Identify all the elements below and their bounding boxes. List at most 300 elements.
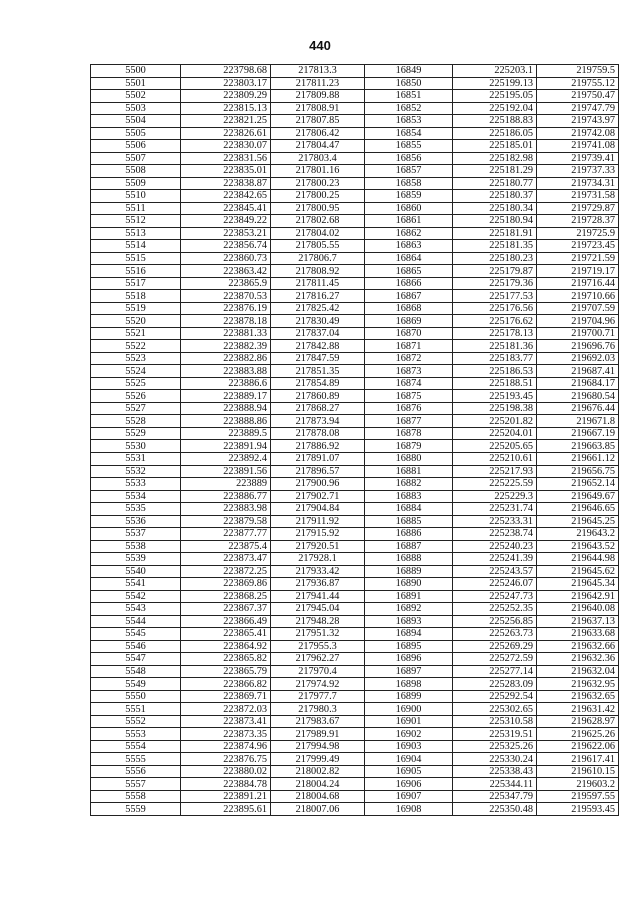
point-id-right-cell: 16862 xyxy=(365,227,453,240)
table-row xyxy=(91,515,619,528)
x-left-cell: 223866.49 xyxy=(181,615,271,628)
y-left-cell: 217806.42 xyxy=(271,127,365,140)
x-left-cell: 223849.22 xyxy=(181,215,271,228)
x-right-cell: 225347.79 xyxy=(453,790,537,803)
coordinates-table-body xyxy=(91,65,619,816)
x-left-cell: 223870.53 xyxy=(181,290,271,303)
x-left-cell: 223873.41 xyxy=(181,715,271,728)
y-right-cell: 219645.62 xyxy=(537,565,619,578)
y-right-cell: 219656.75 xyxy=(537,465,619,478)
x-left-cell: 223881.33 xyxy=(181,327,271,340)
point-id-left-cell: 5534 xyxy=(91,490,181,503)
x-right-cell: 225180.77 xyxy=(453,177,537,190)
point-id-left-cell: 5502 xyxy=(91,90,181,103)
x-left-cell: 223803.17 xyxy=(181,77,271,90)
y-left-cell: 217805.55 xyxy=(271,240,365,253)
y-left-cell: 217974.92 xyxy=(271,678,365,691)
x-right-cell: 225277.14 xyxy=(453,665,537,678)
y-right-cell: 219645.34 xyxy=(537,578,619,591)
point-id-right-cell: 16861 xyxy=(365,215,453,228)
y-right-cell: 219739.41 xyxy=(537,152,619,165)
table-row xyxy=(91,665,619,678)
table-row xyxy=(91,465,619,478)
y-right-cell: 219625.26 xyxy=(537,728,619,741)
x-right-cell: 225233.31 xyxy=(453,515,537,528)
y-left-cell: 217955.3 xyxy=(271,640,365,653)
point-id-right-cell: 16900 xyxy=(365,703,453,716)
y-left-cell: 217941.44 xyxy=(271,590,365,603)
x-right-cell: 225344.11 xyxy=(453,778,537,791)
point-id-left-cell: 5537 xyxy=(91,528,181,541)
point-id-left-cell: 5506 xyxy=(91,140,181,153)
x-left-cell: 223798.68 xyxy=(181,65,271,78)
x-right-cell: 225240.23 xyxy=(453,540,537,553)
y-right-cell: 219680.54 xyxy=(537,390,619,403)
x-right-cell: 225283.09 xyxy=(453,678,537,691)
y-right-cell: 219731.58 xyxy=(537,190,619,203)
x-left-cell: 223830.07 xyxy=(181,140,271,153)
table-row xyxy=(91,140,619,153)
point-id-right-cell: 16869 xyxy=(365,315,453,328)
y-left-cell: 217801.16 xyxy=(271,165,365,178)
point-id-right-cell: 16889 xyxy=(365,565,453,578)
x-right-cell: 225177.53 xyxy=(453,290,537,303)
x-right-cell: 225210.61 xyxy=(453,452,537,465)
table-row xyxy=(91,528,619,541)
point-id-left-cell: 5559 xyxy=(91,803,181,816)
table-row xyxy=(91,740,619,753)
y-right-cell: 219747.79 xyxy=(537,102,619,115)
y-right-cell: 219631.42 xyxy=(537,703,619,716)
y-left-cell: 217951.32 xyxy=(271,628,365,641)
x-right-cell: 225180.94 xyxy=(453,215,537,228)
x-right-cell: 225180.23 xyxy=(453,252,537,265)
table-row xyxy=(91,715,619,728)
point-id-right-cell: 16902 xyxy=(365,728,453,741)
point-id-left-cell: 5505 xyxy=(91,127,181,140)
point-id-right-cell: 16873 xyxy=(365,365,453,378)
x-right-cell: 225176.56 xyxy=(453,302,537,315)
y-left-cell: 217811.23 xyxy=(271,77,365,90)
point-id-right-cell: 16904 xyxy=(365,753,453,766)
x-left-cell: 223876.75 xyxy=(181,753,271,766)
point-id-left-cell: 5558 xyxy=(91,790,181,803)
y-left-cell: 217811.45 xyxy=(271,277,365,290)
x-right-cell: 225310.58 xyxy=(453,715,537,728)
table-row xyxy=(91,277,619,290)
x-left-cell: 223868.25 xyxy=(181,590,271,603)
y-right-cell: 219687.41 xyxy=(537,365,619,378)
y-right-cell: 219737.33 xyxy=(537,165,619,178)
x-left-cell: 223821.25 xyxy=(181,115,271,128)
y-left-cell: 217804.47 xyxy=(271,140,365,153)
point-id-left-cell: 5521 xyxy=(91,327,181,340)
y-left-cell: 217813.3 xyxy=(271,65,365,78)
table-row xyxy=(91,503,619,516)
x-left-cell: 223883.88 xyxy=(181,365,271,378)
point-id-left-cell: 5512 xyxy=(91,215,181,228)
y-left-cell: 217804.02 xyxy=(271,227,365,240)
point-id-right-cell: 16864 xyxy=(365,252,453,265)
y-right-cell: 219700.71 xyxy=(537,327,619,340)
y-right-cell: 219632.04 xyxy=(537,665,619,678)
y-left-cell: 217809.88 xyxy=(271,90,365,103)
table-row xyxy=(91,127,619,140)
x-right-cell: 225188.51 xyxy=(453,377,537,390)
point-id-left-cell: 5542 xyxy=(91,590,181,603)
y-left-cell: 217962.27 xyxy=(271,653,365,666)
y-left-cell: 217920.51 xyxy=(271,540,365,553)
x-left-cell: 223889 xyxy=(181,478,271,491)
point-id-right-cell: 16852 xyxy=(365,102,453,115)
point-id-left-cell: 5540 xyxy=(91,565,181,578)
x-left-cell: 223835.01 xyxy=(181,165,271,178)
y-left-cell: 217837.04 xyxy=(271,327,365,340)
y-left-cell: 217800.95 xyxy=(271,202,365,215)
point-id-right-cell: 16863 xyxy=(365,240,453,253)
point-id-right-cell: 16880 xyxy=(365,452,453,465)
table-row xyxy=(91,440,619,453)
x-left-cell: 223877.77 xyxy=(181,528,271,541)
y-left-cell: 217851.35 xyxy=(271,365,365,378)
table-row xyxy=(91,365,619,378)
x-left-cell: 223879.58 xyxy=(181,515,271,528)
point-id-left-cell: 5536 xyxy=(91,515,181,528)
point-id-right-cell: 16892 xyxy=(365,603,453,616)
x-left-cell: 223886.77 xyxy=(181,490,271,503)
point-id-right-cell: 16858 xyxy=(365,177,453,190)
table-row xyxy=(91,590,619,603)
table-row xyxy=(91,377,619,390)
y-right-cell: 219644.98 xyxy=(537,553,619,566)
x-right-cell: 225330.24 xyxy=(453,753,537,766)
point-id-right-cell: 16871 xyxy=(365,340,453,353)
x-left-cell: 223853.21 xyxy=(181,227,271,240)
point-id-left-cell: 5554 xyxy=(91,740,181,753)
x-right-cell: 225246.07 xyxy=(453,578,537,591)
x-left-cell: 223875.4 xyxy=(181,540,271,553)
x-right-cell: 225241.39 xyxy=(453,553,537,566)
point-id-left-cell: 5519 xyxy=(91,302,181,315)
point-id-right-cell: 16897 xyxy=(365,665,453,678)
y-right-cell: 219633.68 xyxy=(537,628,619,641)
x-left-cell: 223869.71 xyxy=(181,690,271,703)
y-right-cell: 219610.15 xyxy=(537,765,619,778)
table-row xyxy=(91,703,619,716)
point-id-left-cell: 5538 xyxy=(91,540,181,553)
y-left-cell: 217825.42 xyxy=(271,302,365,315)
table-row xyxy=(91,540,619,553)
point-id-left-cell: 5513 xyxy=(91,227,181,240)
point-id-left-cell: 5523 xyxy=(91,352,181,365)
x-left-cell: 223884.78 xyxy=(181,778,271,791)
point-id-left-cell: 5551 xyxy=(91,703,181,716)
y-left-cell: 217860.89 xyxy=(271,390,365,403)
page-number: 440 xyxy=(309,38,331,53)
x-right-cell: 225205.65 xyxy=(453,440,537,453)
point-id-left-cell: 5510 xyxy=(91,190,181,203)
point-id-left-cell: 5526 xyxy=(91,390,181,403)
point-id-right-cell: 16881 xyxy=(365,465,453,478)
table-row xyxy=(91,790,619,803)
y-right-cell: 219661.12 xyxy=(537,452,619,465)
x-right-cell: 225229.3 xyxy=(453,490,537,503)
x-right-cell: 225319.51 xyxy=(453,728,537,741)
point-id-right-cell: 16868 xyxy=(365,302,453,315)
table-row xyxy=(91,728,619,741)
y-left-cell: 217948.28 xyxy=(271,615,365,628)
point-id-right-cell: 16891 xyxy=(365,590,453,603)
y-right-cell: 219707.59 xyxy=(537,302,619,315)
x-left-cell: 223865.79 xyxy=(181,665,271,678)
table-row xyxy=(91,765,619,778)
x-left-cell: 223888.86 xyxy=(181,415,271,428)
table-row xyxy=(91,315,619,328)
y-right-cell: 219649.67 xyxy=(537,490,619,503)
x-right-cell: 225193.45 xyxy=(453,390,537,403)
x-left-cell: 223869.86 xyxy=(181,578,271,591)
x-right-cell: 225247.73 xyxy=(453,590,537,603)
table-row xyxy=(91,478,619,491)
y-left-cell: 217807.85 xyxy=(271,115,365,128)
x-right-cell: 225350.48 xyxy=(453,803,537,816)
x-right-cell: 225183.77 xyxy=(453,352,537,365)
table-row xyxy=(91,202,619,215)
point-id-right-cell: 16894 xyxy=(365,628,453,641)
x-left-cell: 223882.86 xyxy=(181,352,271,365)
y-left-cell: 217994.98 xyxy=(271,740,365,753)
x-left-cell: 223865.41 xyxy=(181,628,271,641)
y-left-cell: 217989.91 xyxy=(271,728,365,741)
x-right-cell: 225201.82 xyxy=(453,415,537,428)
table-row xyxy=(91,678,619,691)
x-left-cell: 223863.42 xyxy=(181,265,271,278)
x-right-cell: 225204.01 xyxy=(453,427,537,440)
y-right-cell: 219750.47 xyxy=(537,90,619,103)
y-right-cell: 219755.12 xyxy=(537,77,619,90)
point-id-left-cell: 5524 xyxy=(91,365,181,378)
y-left-cell: 217878.08 xyxy=(271,427,365,440)
point-id-left-cell: 5555 xyxy=(91,753,181,766)
y-left-cell: 218004.24 xyxy=(271,778,365,791)
y-left-cell: 217886.92 xyxy=(271,440,365,453)
table-row xyxy=(91,452,619,465)
x-left-cell: 223845.41 xyxy=(181,202,271,215)
point-id-left-cell: 5532 xyxy=(91,465,181,478)
point-id-left-cell: 5556 xyxy=(91,765,181,778)
x-right-cell: 225231.74 xyxy=(453,503,537,516)
table-row xyxy=(91,327,619,340)
point-id-left-cell: 5500 xyxy=(91,65,181,78)
table-row xyxy=(91,65,619,78)
y-right-cell: 219696.76 xyxy=(537,340,619,353)
y-right-cell: 219723.45 xyxy=(537,240,619,253)
point-id-right-cell: 16867 xyxy=(365,290,453,303)
point-id-right-cell: 16870 xyxy=(365,327,453,340)
y-right-cell: 219642.91 xyxy=(537,590,619,603)
y-right-cell: 219643.2 xyxy=(537,528,619,541)
x-left-cell: 223891.94 xyxy=(181,440,271,453)
y-left-cell: 217936.87 xyxy=(271,578,365,591)
y-right-cell: 219676.44 xyxy=(537,402,619,415)
y-left-cell: 217928.1 xyxy=(271,553,365,566)
x-right-cell: 225269.29 xyxy=(453,640,537,653)
y-right-cell: 219632.36 xyxy=(537,653,619,666)
x-right-cell: 225263.73 xyxy=(453,628,537,641)
table-row xyxy=(91,102,619,115)
point-id-right-cell: 16855 xyxy=(365,140,453,153)
y-right-cell: 219719.17 xyxy=(537,265,619,278)
x-left-cell: 223891.21 xyxy=(181,790,271,803)
y-right-cell: 219742.08 xyxy=(537,127,619,140)
x-left-cell: 223880.02 xyxy=(181,765,271,778)
y-right-cell: 219632.95 xyxy=(537,678,619,691)
table-row xyxy=(91,77,619,90)
point-id-right-cell: 16888 xyxy=(365,553,453,566)
x-right-cell: 225302.65 xyxy=(453,703,537,716)
y-right-cell: 219645.25 xyxy=(537,515,619,528)
y-right-cell: 219725.9 xyxy=(537,227,619,240)
y-left-cell: 217980.3 xyxy=(271,703,365,716)
table-row xyxy=(91,290,619,303)
y-right-cell: 219628.97 xyxy=(537,715,619,728)
x-right-cell: 225181.29 xyxy=(453,165,537,178)
y-right-cell: 219637.13 xyxy=(537,615,619,628)
x-left-cell: 223872.25 xyxy=(181,565,271,578)
y-right-cell: 219741.08 xyxy=(537,140,619,153)
point-id-right-cell: 16850 xyxy=(365,77,453,90)
point-id-right-cell: 16893 xyxy=(365,615,453,628)
y-left-cell: 218004.68 xyxy=(271,790,365,803)
table-row xyxy=(91,778,619,791)
table-row xyxy=(91,402,619,415)
y-left-cell: 217999.49 xyxy=(271,753,365,766)
x-left-cell: 223876.19 xyxy=(181,302,271,315)
point-id-left-cell: 5525 xyxy=(91,377,181,390)
x-left-cell: 223886.6 xyxy=(181,377,271,390)
y-right-cell: 219692.03 xyxy=(537,352,619,365)
point-id-left-cell: 5516 xyxy=(91,265,181,278)
point-id-left-cell: 5528 xyxy=(91,415,181,428)
point-id-left-cell: 5529 xyxy=(91,427,181,440)
point-id-right-cell: 16865 xyxy=(365,265,453,278)
y-right-cell: 219640.08 xyxy=(537,603,619,616)
table-row xyxy=(91,340,619,353)
x-right-cell: 225292.54 xyxy=(453,690,537,703)
point-id-right-cell: 16901 xyxy=(365,715,453,728)
x-left-cell: 223883.98 xyxy=(181,503,271,516)
point-id-right-cell: 16854 xyxy=(365,127,453,140)
y-right-cell: 219729.87 xyxy=(537,202,619,215)
x-left-cell: 223865.82 xyxy=(181,653,271,666)
x-left-cell: 223873.35 xyxy=(181,728,271,741)
y-left-cell: 217970.4 xyxy=(271,665,365,678)
point-id-right-cell: 16885 xyxy=(365,515,453,528)
point-id-right-cell: 16879 xyxy=(365,440,453,453)
y-left-cell: 218007.06 xyxy=(271,803,365,816)
point-id-left-cell: 5517 xyxy=(91,277,181,290)
table-row xyxy=(91,352,619,365)
x-left-cell: 223892.4 xyxy=(181,452,271,465)
y-left-cell: 217915.92 xyxy=(271,528,365,541)
point-id-left-cell: 5545 xyxy=(91,628,181,641)
x-right-cell: 225178.13 xyxy=(453,327,537,340)
y-left-cell: 217803.4 xyxy=(271,152,365,165)
y-left-cell: 218002.82 xyxy=(271,765,365,778)
point-id-right-cell: 16895 xyxy=(365,640,453,653)
x-left-cell: 223866.82 xyxy=(181,678,271,691)
y-left-cell: 217902.71 xyxy=(271,490,365,503)
x-right-cell: 225186.05 xyxy=(453,127,537,140)
table-row xyxy=(91,415,619,428)
table-row xyxy=(91,690,619,703)
table-row xyxy=(91,152,619,165)
point-id-left-cell: 5547 xyxy=(91,653,181,666)
point-id-right-cell: 16876 xyxy=(365,402,453,415)
point-id-right-cell: 16872 xyxy=(365,352,453,365)
point-id-right-cell: 16905 xyxy=(365,765,453,778)
table-row xyxy=(91,427,619,440)
point-id-right-cell: 16899 xyxy=(365,690,453,703)
point-id-left-cell: 5530 xyxy=(91,440,181,453)
x-right-cell: 225217.93 xyxy=(453,465,537,478)
x-left-cell: 223873.47 xyxy=(181,553,271,566)
table-row xyxy=(91,90,619,103)
x-left-cell: 223809.29 xyxy=(181,90,271,103)
y-left-cell: 217806.7 xyxy=(271,252,365,265)
x-right-cell: 225256.85 xyxy=(453,615,537,628)
y-right-cell: 219632.65 xyxy=(537,690,619,703)
y-left-cell: 217854.89 xyxy=(271,377,365,390)
x-right-cell: 225181.36 xyxy=(453,340,537,353)
x-left-cell: 223856.74 xyxy=(181,240,271,253)
x-right-cell: 225325.26 xyxy=(453,740,537,753)
table-row xyxy=(91,177,619,190)
y-left-cell: 217800.23 xyxy=(271,177,365,190)
point-id-right-cell: 16849 xyxy=(365,65,453,78)
x-right-cell: 225181.35 xyxy=(453,240,537,253)
x-left-cell: 223874.96 xyxy=(181,740,271,753)
y-right-cell: 219710.66 xyxy=(537,290,619,303)
x-right-cell: 225203.1 xyxy=(453,65,537,78)
y-left-cell: 217808.92 xyxy=(271,265,365,278)
x-right-cell: 225176.62 xyxy=(453,315,537,328)
y-left-cell: 217847.59 xyxy=(271,352,365,365)
point-id-left-cell: 5508 xyxy=(91,165,181,178)
point-id-right-cell: 16857 xyxy=(365,165,453,178)
y-left-cell: 217983.67 xyxy=(271,715,365,728)
x-right-cell: 225195.05 xyxy=(453,90,537,103)
point-id-right-cell: 16886 xyxy=(365,528,453,541)
point-id-left-cell: 5548 xyxy=(91,665,181,678)
table-row xyxy=(91,302,619,315)
y-left-cell: 217800.25 xyxy=(271,190,365,203)
x-left-cell: 223860.73 xyxy=(181,252,271,265)
x-right-cell: 225192.04 xyxy=(453,102,537,115)
table-row xyxy=(91,252,619,265)
x-left-cell: 223889.17 xyxy=(181,390,271,403)
point-id-right-cell: 16859 xyxy=(365,190,453,203)
y-right-cell: 219671.8 xyxy=(537,415,619,428)
table-row xyxy=(91,265,619,278)
x-left-cell: 223889.5 xyxy=(181,427,271,440)
x-right-cell: 225243.57 xyxy=(453,565,537,578)
point-id-left-cell: 5553 xyxy=(91,728,181,741)
y-right-cell: 219603.2 xyxy=(537,778,619,791)
table-row xyxy=(91,190,619,203)
point-id-right-cell: 16851 xyxy=(365,90,453,103)
table-row xyxy=(91,240,619,253)
